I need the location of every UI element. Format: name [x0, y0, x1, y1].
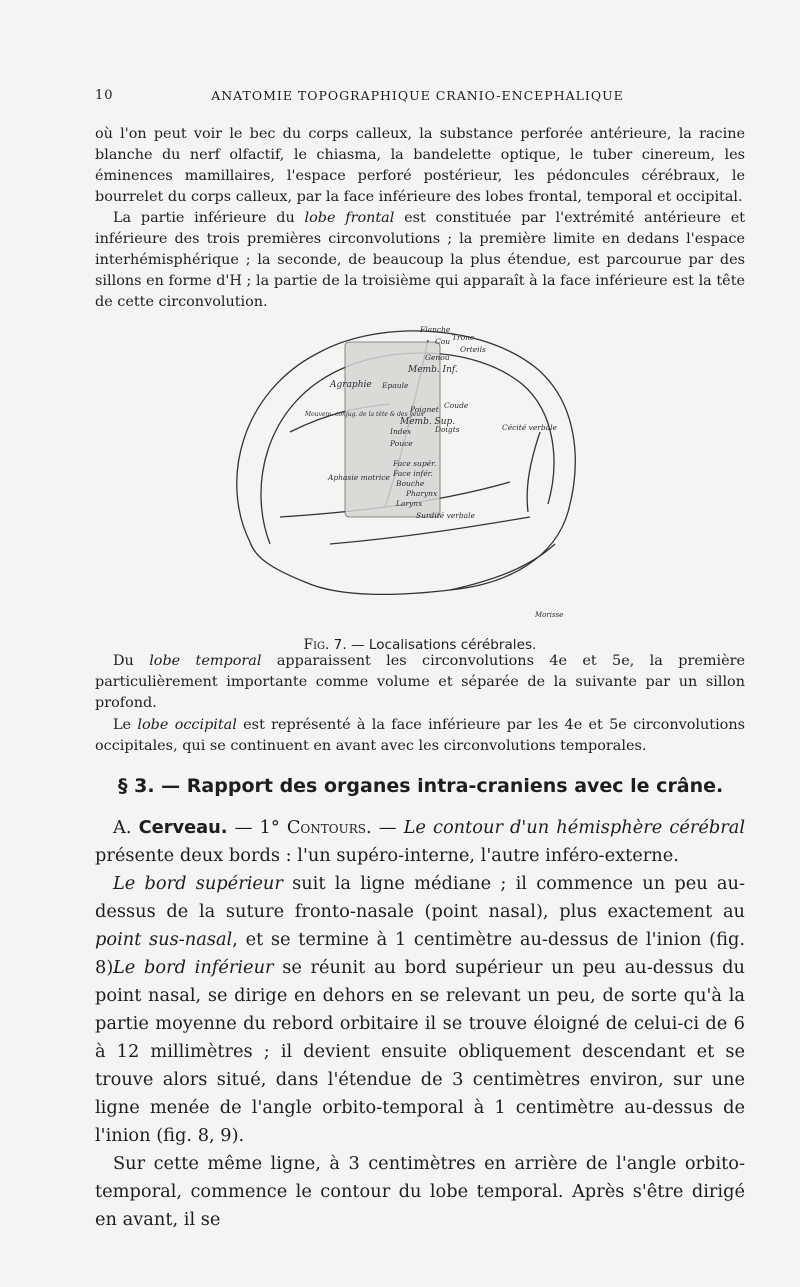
cerebellum-line	[450, 544, 555, 590]
label-coude: Coude	[444, 401, 469, 410]
label-cou: Cou	[435, 337, 451, 346]
label-mouvements: Mouvem. conjug. de la tête & des yeux	[305, 411, 424, 418]
label-epaule: Epaule	[382, 381, 409, 390]
label-memb-sup: Memb. Sup.	[400, 417, 456, 427]
temporal-sulcus	[330, 517, 530, 544]
running-header	[95, 88, 740, 110]
caption-number: 7.	[333, 637, 347, 653]
label-doigts: Doigts	[435, 425, 460, 434]
caption-dash: —	[350, 637, 365, 653]
cerveau-paragraph: A. Cerveau. — 1° Contours. — Le contour d'un hémisphère cérébral présente deux bords : l'un supéro-interne, l'autre inféro-externe.	[95, 817, 746, 866]
figure-signature: Morisse	[535, 611, 564, 619]
label-flanche: Flanche	[420, 325, 451, 334]
brain-localisation-figure	[210, 312, 590, 632]
label-larynx: Larynx	[396, 499, 423, 508]
bord-inferieur-paragraph: Le bord inférieur se réunit au bord supérieur un peu au-dessus du point nasal, se dirige en dehors en se relevant un peu, de sorte qu'à la partie moyenne du rebord orbitaire il se trouve éloigné de celui-ci de 6 à 12 millimètres ; il devient ensuite obliquement descendant et se trouve alors situé, dans l'étendue de 3 centimètres environ, sur une ligne menée de l'angle orbito-temporal à 1 centimètre au-dessus de l'inion (fig. 8, 9).	[95, 957, 745, 1146]
page-number: 10	[95, 88, 114, 103]
bord-superieur-paragraph: Le bord supérieur suit la ligne médiane ; il commence un peu au-dessus de la suture fronto-nasale (point nasal), plus exactement au point sus-nasal, et se termine à 1 centimètre au-dessus de l'inion (fig. 8).	[95, 873, 745, 978]
subsection-letter: A.	[113, 817, 132, 838]
label-face-super: Face supér.	[393, 459, 437, 468]
label-aphasie-motrice: Aphasie motrice	[328, 473, 390, 482]
term-lobe-frontal: lobe frontal	[304, 210, 395, 226]
occipital-sulcus	[527, 432, 540, 512]
caption-text: Localisations cérébrales.	[368, 637, 537, 653]
caption-prefix: Fig.	[303, 637, 330, 653]
subsubsection-title: Contours.	[286, 817, 372, 838]
frontal-lobe-paragraph: La partie inférieure du lobe frontal est constituée par l'extrémité antérieure et inférieure des trois premières circonvolutions ; la première limite en dedans l'espace interhémisphérique ; la seconde, de beaucoup la plus étendue, est parcourue par des sillons en forme d'H ; la partie de la troisième qui apparaît à la face inférieure est la tête de cette circonvolution.	[95, 210, 746, 310]
intro-paragraph: où l'on peut voir le bec du corps calleux, la substance perforée antérieure, la racine blanche du nerf olfactif, le chiasma, la bandelette optique, le tuber cinereum, les éminences mamillaires, l'espace perforé postérieur, les pédoncules cérébraux, le bourrelet du corps calleux, par la face inférieure des lobes frontal, temporal et occipital.	[95, 126, 745, 205]
label-tronc: Tronc	[452, 333, 475, 342]
section-title: Rapport des organes intra-craniens avec le crâne.	[186, 775, 724, 797]
label-cecite-verbale: Cécité verbale	[502, 423, 557, 432]
label-agraphie: Agraphie	[330, 380, 372, 390]
label-face-infer: Face infér.	[393, 469, 433, 478]
subsection-heading: Cerveau.	[138, 817, 228, 838]
label-index: Index	[390, 427, 412, 436]
section-heading	[118, 775, 758, 797]
label-orteils: Orteils	[460, 345, 486, 354]
label-pharynx: Pharynx	[406, 489, 438, 498]
temporal-paragraph: Du lobe temporal apparaissent les circonvolutions 4e et 5e, la première particulièrement importante comme volume et séparée de la suivante par un sillon profond.	[95, 653, 746, 711]
label-bouche: Bouche	[396, 479, 425, 488]
running-title: ANATOMIE TOPOGRAPHIQUE CRANIO-ENCEPHALIQUE	[211, 88, 624, 103]
last-paragraph: Sur cette même ligne, à 3 centimètres en arrière de l'angle orbito-temporal, commence le contour du lobe temporal. Après s'être dirigé en avant, il se	[95, 1153, 745, 1230]
label-memb-inf: Memb. Inf.	[408, 365, 458, 375]
label-surdite-verbale: Surdité verbale	[416, 511, 475, 520]
label-pouce: Pouce	[390, 439, 413, 448]
section-number: § 3. —	[118, 775, 181, 797]
term-lobe-occipital: lobe occipital	[137, 717, 237, 733]
label-poignet: Poignet	[410, 405, 439, 414]
label-genou: Genou	[425, 353, 450, 362]
term-lobe-temporal: lobe temporal	[149, 653, 262, 669]
occipital-paragraph: Le lobe occipital est représenté à la face inférieure par les 4e et 5e circonvolutions occipitales, qui se continuent en avant avec les circonvolutions temporales.	[95, 717, 746, 754]
